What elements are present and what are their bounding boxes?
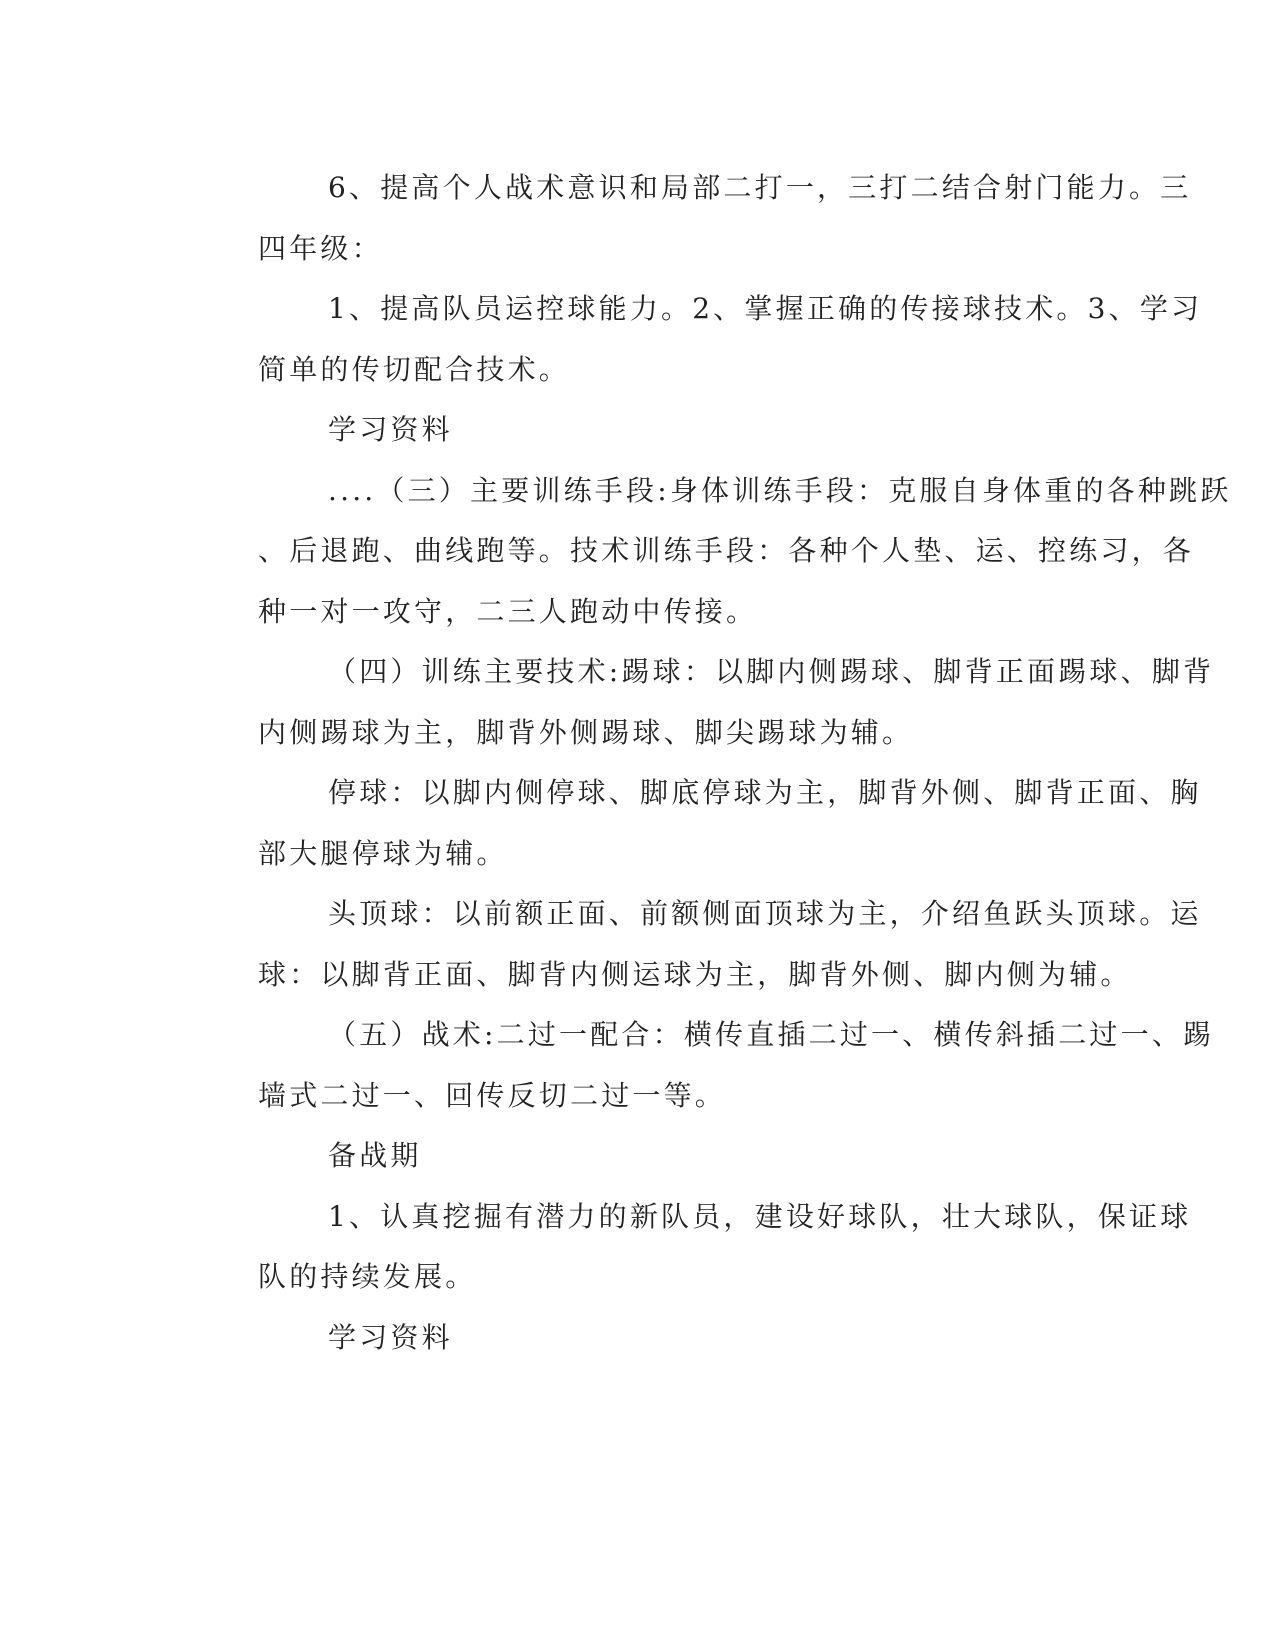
paragraph-preparation-period [188, 1126, 1088, 1187]
text-line: 四年级： [258, 231, 383, 265]
text-line: 球：以脚背正面、脚背内侧运球为主，脚背外侧、脚内侧为辅。 [258, 957, 1132, 991]
text-line: 停球：以脚内侧停球、脚底停球为主，脚背外侧、脚背正面、胸 [328, 776, 1202, 809]
paragraph-main-techniques [188, 642, 1215, 763]
text-line: 内侧踢球为主，脚背外侧踢球、脚尖踢球为辅。 [258, 715, 914, 749]
text-line: 种一对一攻守，二三人跑动中传接。 [258, 594, 758, 628]
paragraph-study-material [188, 400, 1088, 461]
paragraph-recruit-players [188, 1187, 1192, 1308]
text-line: 1、认真挖掘有潜力的新队员，建设好球队，壮大球队，保证球 [328, 1199, 1192, 1233]
paragraph-goals-grade-3-4 [188, 279, 1203, 400]
text-line: 6、提高个人战术意识和局部二打一，三打二结合射门能力。三 [328, 171, 1192, 204]
text-line: 墙式二过一、回传反切二过一等。 [258, 1078, 727, 1112]
paragraph-tactics [188, 1005, 1215, 1126]
text-line: 备战期 [328, 1139, 422, 1172]
text-line: （四）训练主要技术:踢球：以脚内侧踢球、脚背正面踢球、脚背 [328, 655, 1215, 688]
text-line: 学习资料 [328, 1320, 453, 1354]
paragraph-training-methods [188, 461, 1232, 643]
text-line: 、后退跑、曲线跑等。技术训练手段：各种个人垫、运、控练习，各 [258, 534, 1195, 567]
text-line: 简单的传切配合技术。 [258, 352, 571, 386]
text-line: （五）战术:二过一配合：横传直插二过一、横传斜插二过一、踢 [328, 1018, 1215, 1051]
paragraph-goal-6 [188, 158, 1192, 279]
text-line: 队的持续发展。 [258, 1260, 477, 1293]
text-line: 1、提高队员运控球能力。2、掌握正确的传接球技术。3、学习 [328, 292, 1203, 325]
paragraph-study-material-2 [188, 1308, 1088, 1369]
text-line: 头顶球：以前额正面、前额侧面顶球为主，介绍鱼跃头顶球。运 [328, 897, 1202, 930]
document-body [188, 158, 1232, 1368]
text-line: 学习资料 [328, 413, 453, 446]
text-line: ....（三）主要训练手段:身体训练手段：克服自身体重的各种跳跃 [328, 473, 1232, 507]
paragraph-trapping [188, 763, 1202, 884]
text-line: 部大腿停球为辅。 [258, 836, 508, 870]
paragraph-heading-dribbling [188, 884, 1202, 1005]
